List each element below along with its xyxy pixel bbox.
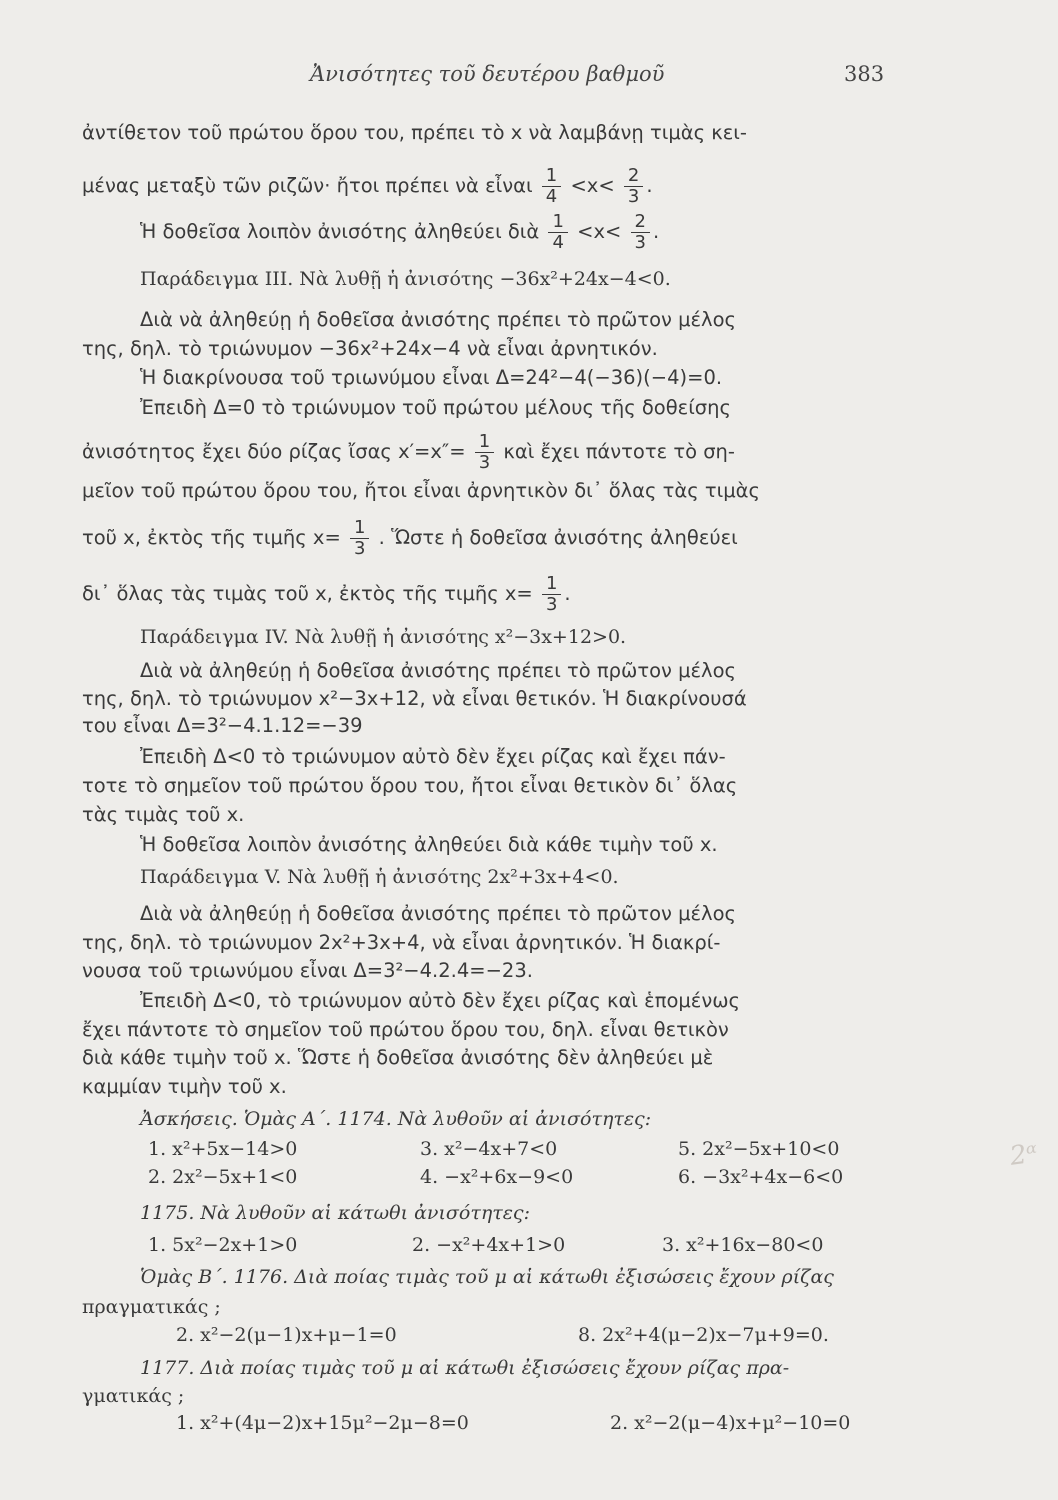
text-line: Ἐπειδὴ Δ=0 τὸ τριώνυμον τοῦ πρώτου μέλους τῆς δοθείσης [140,396,731,419]
text-line: Διὰ νὰ ἀληθεύῃ ἡ δοθεῖσα ἀνισότης πρέπει τὸ πρῶτον μέλος [140,902,736,925]
text-line: μεῖον τοῦ πρώτου ὅρου του, ἤτοι εἶναι ἀρνητικὸν δι᾽ ὅλας τὰς τιμὰς [82,479,760,502]
fraction-numerator: 1 [350,518,369,539]
text-line: διὰ κάθε τιμὴν τοῦ x. Ὥστε ἡ δοθεῖσα ἀνισότης δὲν ἀληθεύει μὲ [82,1046,714,1069]
page-number: 383 [844,62,885,86]
fraction [631,212,650,253]
exercise-item: 3. x²−4x+7<0 [420,1138,558,1160]
exercise-item: 3. x²+16x−80<0 [662,1234,824,1256]
fraction [548,212,567,253]
exercise-item: 6. −3x²+4x−6<0 [678,1166,844,1188]
text-span: δι᾽ ὅλας τὰς τιμὰς τοῦ x, ἐκτὸς τῆς τιμῆς x= [82,582,533,605]
text-line: της, δηλ. τὸ τριώνυμον −36x²+24x−4 νὰ εἶναι ἀρνητικόν. [82,337,658,360]
example-heading: Παράδειγμα ΙV. Νὰ λυθῇ ἡ ἀνισότης x²−3x+12>0. [140,626,627,648]
exercise-heading-cont: γματικάς ; [82,1385,185,1407]
fraction-denominator: 4 [552,232,564,253]
exercise-heading: Ὁμὰς Β΄. 1176. Διὰ ποίας τιμὰς τοῦ μ αἱ κάτωθι ἐξισώσεις ἔχουν ρίζας [140,1266,834,1288]
text-line: ἀντίθετον τοῦ πρώτου ὅρου του, πρέπει τὸ x νὰ λαμβάνῃ τιμὰς κει- [82,121,747,144]
exercise-item: 2. x²−2(μ−1)x+μ−1=0 [176,1324,397,1346]
fraction-denominator: 3 [627,186,640,207]
exercise-item: 2. 2x²−5x+1<0 [148,1166,298,1188]
fraction-numerator: 1 [548,212,567,233]
fraction-denominator: 4 [545,186,558,207]
text-line: ἔχει πάντοτε τὸ σημεῖον τοῦ πρώτου ὅρου του, δηλ. εἶναι θετικὸν [82,1018,729,1041]
text-line: δι᾽ ὅλας τὰς τιμὰς τοῦ x, ἐκτὸς τῆς τιμῆς x= $\frac{1}{3}$ . [82,573,571,615]
text-line: μένας μεταξὺ τῶν ριζῶν· ἤτοι πρέπει νὰ εἶναι $\frac{1}{4}$ <x< $\frac{2}{3}$ . [82,165,653,207]
exercise-item: 8. 2x²+4(μ−2)x−7μ+9=0. [578,1324,829,1346]
exercise-item: 1. 5x²−2x+1>0 [148,1234,298,1256]
text-line: τοτε τὸ σημεῖον τοῦ πρώτου ὅρου του, ἤτοι εἶναι θετικὸν δι᾽ ὅλας [82,774,738,797]
text-span: . Ὥστε ἡ δοθεῖσα ἀνισότης ἀληθεύει [378,526,738,549]
fraction-denominator: 3 [545,594,558,615]
exercise-item: 2. −x²+4x+1>0 [412,1234,566,1256]
text-line: Διὰ νὰ ἀληθεύῃ ἡ δοθεῖσα ἀνισότης πρέπει τὸ πρῶτον μέλος [140,308,736,331]
fraction-numerator: 2 [624,166,643,187]
text-line: τὰς τιμὰς τοῦ x. [82,803,245,826]
exercise-item: 1. x²+5x−14>0 [148,1138,298,1160]
running-header: Ἀνισότητες τοῦ δευτέρου βαθμοῦ [310,62,665,86]
text-line: Ἡ δοθεῖσα λοιπὸν ἀνισότης ἀληθεύει διὰ κάθε τιμὴν τοῦ x. [140,833,718,856]
fraction [542,574,561,615]
fraction-numerator: 2 [631,212,650,233]
text-line: Ἡ διακρίνουσα τοῦ τριωνύμου εἶναι Δ=24²−4(−36)(−4)=0. [140,366,723,389]
exercise-heading: 1177. Διὰ ποίας τιμὰς τοῦ μ αἱ κάτωθι ἐξισώσεις ἔχουν ρίζας πρα- [140,1357,790,1379]
exercise-item: 1. x²+(4μ−2)x+15μ²−2μ−8=0 [176,1412,469,1434]
exercise-item: 4. −x²+6x−9<0 [420,1166,574,1188]
fraction-denominator: 3 [634,232,646,253]
exercise-item: 2. x²−2(μ−4)x+μ²−10=0 [610,1412,851,1434]
example-heading: Παράδειγμα V. Νὰ λυθῇ ἡ ἀνισότης 2x²+3x+4<0. [140,866,619,888]
text-span: ἀνισότητος ἔχει δύο ρίζας ἴσας x′=x″= [82,440,466,463]
text-line [82,518,738,559]
fraction [542,166,561,207]
math-span: <x< [570,174,615,197]
fraction [624,166,643,207]
text-line: νουσα τοῦ τριωνύμου εἶναι Δ=3²−4.2.4=−23. [82,959,533,982]
text-line: Διὰ νὰ ἀληθεύῃ ἡ δοθεῖσα ἀνισότης πρέπει τὸ πρῶτον μέλος [140,659,736,682]
text-line: Ἐπειδὴ Δ<0, τὸ τριώνυμον αὐτὸ δὲν ἔχει ρίζας καὶ ἑπομένως [140,989,740,1012]
fraction-numerator: 1 [542,574,561,595]
text-span: καὶ ἔχει πάντοτε τὸ ση- [503,440,735,463]
exercise-heading: 1175. Νὰ λυθοῦν αἱ κάτωθι ἀνισότητες: [140,1202,530,1224]
fraction-numerator: 1 [475,432,494,453]
fraction [475,432,494,473]
text-line: της, δηλ. τὸ τριώνυμον x²−3x+12, νὰ εἶναι θετικόν. Ἡ διακρίνουσά [82,687,747,710]
pencil-mark: 2ᵅ [1008,1138,1040,1172]
text-line: του εἶναι Δ=3²−4.1.12=−39 [82,714,363,737]
fraction [350,518,369,559]
example-heading: Παράδειγμα ΙΙΙ. Νὰ λυθῇ ἡ ἀνισότης −36x²+24x−4<0. [140,268,671,290]
exercise-item: 5. 2x²−5x+10<0 [678,1138,840,1160]
text-span: Ἡ δοθεῖσα λοιπὸν ἀνισότης ἀληθεύει διὰ [140,220,540,243]
fraction-denominator: 3 [478,452,491,473]
math-span: <x< [577,220,622,243]
exercises-heading: Ἀσκήσεις. Ὁμὰς Α΄. 1174. Νὰ λυθοῦν αἱ ἀνισότητες: [140,1108,652,1130]
exercise-heading-cont: πραγματικάς ; [82,1296,221,1318]
fraction-denominator: 3 [354,538,366,559]
text-line [82,432,735,473]
text-line: της, δηλ. τὸ τριώνυμον 2x²+3x+4, νὰ εἶναι ἀρνητικόν. Ἡ διακρί- [82,931,721,954]
text-line: Ἡ δοθεῖσα λοιπὸν ἀνισότης ἀληθεύει διὰ $\frac{1}{4}$ <x< $\frac{2}{3}$ . [140,211,660,253]
text-span: τοῦ x, ἐκτὸς τῆς τιμῆς x= [82,526,341,549]
text-span: μένας μεταξὺ τῶν ριζῶν· ἤτοι πρέπει νὰ εἶναι [82,174,533,197]
fraction-numerator: 1 [542,166,561,187]
text-line: Ἐπειδὴ Δ<0 τὸ τριώνυμον αὐτὸ δὲν ἔχει ρίζας καὶ ἔχει πάν- [140,745,726,768]
text-line: καμμίαν τιμὴν τοῦ x. [82,1075,287,1098]
